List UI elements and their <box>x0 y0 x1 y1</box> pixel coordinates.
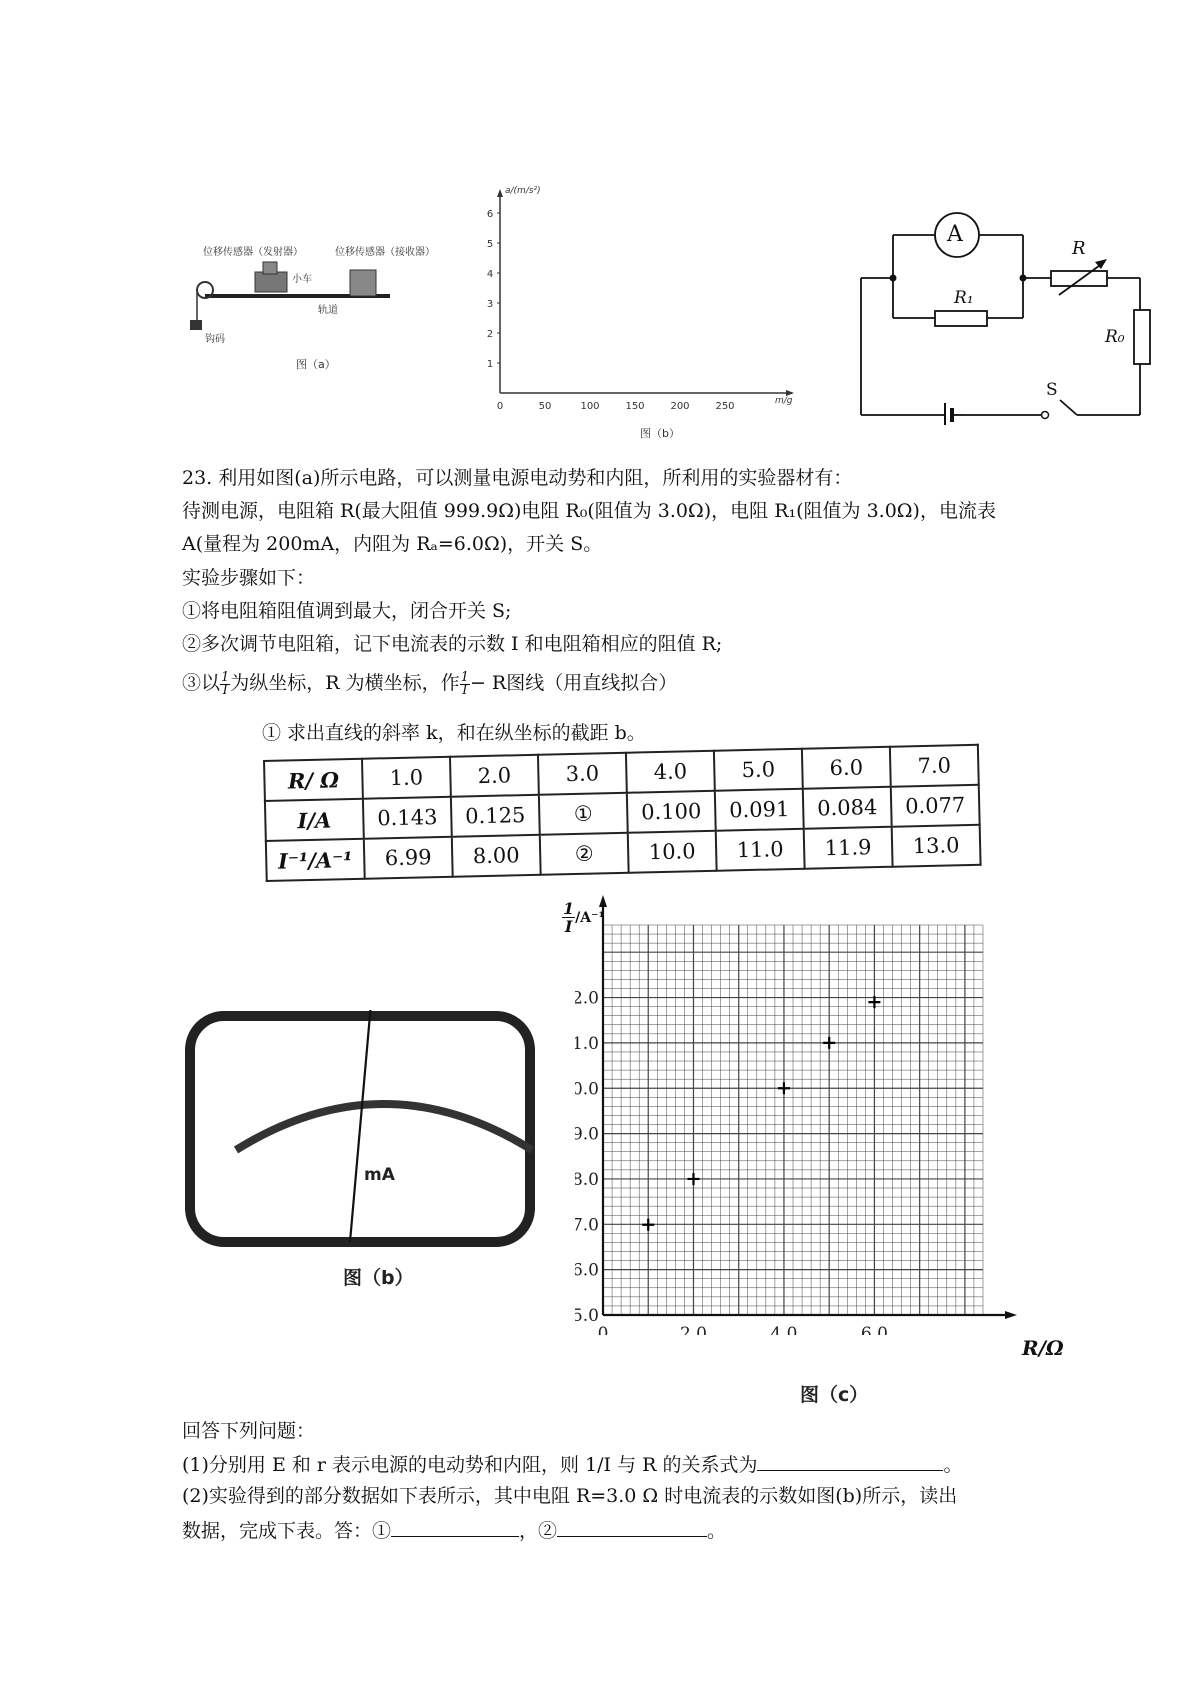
r0-label: R₀ <box>1105 327 1125 347</box>
inverse-i-fraction <box>220 669 230 698</box>
table-header-r: R/ Ω <box>264 759 363 801</box>
answer-q2b <box>182 1516 726 1544</box>
table-cell: 1.0 <box>362 757 451 799</box>
data-point <box>687 1173 699 1185</box>
y-tick-label: 6 <box>486 209 494 220</box>
answer-q2b-mid: ，② <box>519 1520 558 1542</box>
ammeter-label: A <box>947 222 963 247</box>
answer-q1-end: 。 <box>943 1454 963 1476</box>
data-point <box>823 1037 835 1049</box>
graph-c-ylabel-fraction <box>562 900 575 935</box>
table-header-inverse-i: I⁻¹/A⁻¹ <box>266 839 365 881</box>
question-line-1: 23. 利用如图(a)所示电路，可以测量电源电动势和内阻，所利用的实验器材有： <box>182 467 853 489</box>
meter-unit: mA <box>364 1165 395 1185</box>
x-axis-arrow <box>1005 1311 1017 1319</box>
fig-b-top-xlabel: m/g <box>775 396 793 406</box>
table-cell: 0.143 <box>363 797 452 839</box>
table-cell: 2.0 <box>450 755 539 797</box>
figure-b-top <box>470 185 800 445</box>
y-tick-label: 0.0 <box>575 1079 599 1100</box>
data-point <box>642 1219 654 1231</box>
table-cell: 8.00 <box>452 835 541 877</box>
answer-q2b-text: 数据，完成下表。答：① <box>182 1520 392 1542</box>
circuit-schematic <box>855 195 1165 425</box>
table-cell: 0.100 <box>627 791 716 833</box>
x-tick-label: 2.0 <box>679 1324 707 1335</box>
step-3-prefix: ③以 <box>182 672 221 694</box>
graph-c-xlabel: R/Ω <box>1022 1336 1064 1360</box>
table-cell: 5.0 <box>714 749 803 791</box>
table-header-i: I/A <box>265 799 364 841</box>
r1-label: R₁ <box>954 288 974 308</box>
table-cell: 10.0 <box>628 831 717 873</box>
y-tick-label: 2.0 <box>575 988 599 1009</box>
answer-q1-blank[interactable] <box>757 1450 943 1471</box>
accel-mass-plot <box>470 185 800 445</box>
table-cell: 11.0 <box>716 829 805 871</box>
answer-q1-text: (1)分别用 E 和 r 表示电源的电动势和内阻，则 1/I 与 R 的关系式为 <box>182 1454 758 1476</box>
answers-intro: 回答下列问题： <box>182 1420 316 1442</box>
x-tick-label: 100 <box>580 401 600 412</box>
fig-b-top-ylabel: a/(m/s²) <box>505 186 541 196</box>
fraction-denominator: I <box>462 682 468 698</box>
y-tick-label: 4 <box>486 269 494 280</box>
table-cell: 6.0 <box>802 747 891 789</box>
y-tick-label: 1 <box>486 359 494 370</box>
graph-c-ylabel-num: 1 <box>563 899 575 918</box>
ammeter-dial <box>184 1010 559 1250</box>
data-table-wrap <box>263 744 982 882</box>
x-tick-label: 0 <box>496 401 504 412</box>
table-cell: 0.125 <box>451 795 540 837</box>
fig-a-cart-label: 小车 <box>292 274 312 285</box>
table-cell: 0.084 <box>803 787 892 829</box>
answer-q2: (2)实验得到的部分数据如下表所示，其中电阻 R=3.0 Ω 时电流表的示数如图(b)所示，读出 <box>182 1485 958 1507</box>
y-tick-label: 9.0 <box>575 1124 599 1145</box>
answer-blank-1[interactable] <box>391 1516 519 1537</box>
fig-a-weight-label: 钩码 <box>205 334 225 345</box>
fig-a-emitter-label: 位移传感器（发射器） <box>203 247 303 258</box>
table-cell: 0.091 <box>715 789 804 831</box>
y-tick-label: 3 <box>486 299 494 310</box>
fraction-denominator: I <box>222 682 228 698</box>
y-tick-label: 5 <box>486 239 494 250</box>
step-2: ②多次调节电阻箱，记下电流表的示数 I 和电阻箱相应的阻值 R; <box>182 633 723 655</box>
x-tick-label: 200 <box>670 401 690 412</box>
x-tick-label: 0 <box>597 1324 609 1335</box>
graph-c-ylabel-unit: /A⁻¹ <box>575 910 605 926</box>
inverse-current-plot <box>575 895 1075 1335</box>
table-cell: ① <box>539 793 628 835</box>
y-tick-label: 6.0 <box>575 1260 599 1281</box>
table-cell: 4.0 <box>626 751 715 793</box>
y-tick-label: 7.0 <box>575 1215 599 1236</box>
x-tick-label: 6.0 <box>860 1324 888 1335</box>
switch-label: S <box>1046 380 1058 400</box>
table-cell: ② <box>540 833 629 875</box>
inverse-i-fraction-2 <box>460 669 470 698</box>
table-cell: 11.9 <box>804 827 893 869</box>
fig-a-caption: 图（a） <box>296 358 336 371</box>
y-tick-label: 5.0 <box>575 1306 599 1326</box>
answer-q1 <box>182 1450 963 1478</box>
ammeter-face <box>184 1010 559 1250</box>
fig-b-top-caption: 图（b） <box>640 427 680 440</box>
step-4: ① 求出直线的斜率 k，和在纵坐标的截距 b。 <box>262 722 646 744</box>
meter-caption: 图（b） <box>343 1267 414 1289</box>
step-3-middle: 为纵坐标，R 为横坐标，作 <box>230 672 460 694</box>
table-cell: 3.0 <box>538 753 627 795</box>
fig-a-track-label: 轨道 <box>318 305 338 316</box>
y-tick-label: 8.0 <box>575 1169 599 1190</box>
table-cell: 6.99 <box>364 837 453 879</box>
graph-c-ylabel <box>562 900 605 935</box>
step-1: ①将电阻箱阻值调到最大，闭合开关 S; <box>182 600 512 622</box>
fraction-numerator: 1 <box>221 669 230 685</box>
question-line-2: 待测电源，电阻箱 R(最大阻值 999.9Ω)电阻 R₀(阻值为 3.0Ω)，电阻 R₁(阻值为 3.0Ω)，电流表 <box>182 500 996 522</box>
circuit-diagram <box>855 195 1165 425</box>
answer-blank-2[interactable] <box>557 1516 707 1537</box>
question-line-3: A(量程为 200mA，内阻为 Rₐ=6.0Ω)，开关 S。 <box>182 533 603 555</box>
step-3-suffix: − R图线（用直线拟合） <box>469 672 678 694</box>
graph-c-caption: 图（c） <box>800 1384 869 1406</box>
table-cell: 13.0 <box>892 825 981 867</box>
y-tick-label: 2 <box>486 329 494 340</box>
x-tick-label: 50 <box>538 401 552 412</box>
graph-c-ylabel-den: I <box>564 917 573 936</box>
data-table <box>263 744 982 882</box>
x-tick-label: 250 <box>715 401 735 412</box>
y-tick-label: 1.0 <box>575 1033 599 1054</box>
x-tick-label: 4.0 <box>770 1324 798 1335</box>
answer-q2b-end: 。 <box>707 1520 727 1542</box>
table-cell: 7.0 <box>890 745 979 787</box>
question-line-4: 实验步骤如下： <box>182 567 316 589</box>
rheostat-label: R <box>1072 238 1086 259</box>
data-point <box>778 1082 790 1094</box>
table-cell: 0.077 <box>891 785 980 827</box>
step-3 <box>182 670 677 697</box>
fig-a-receiver-label: 位移传感器（接收器） <box>335 247 435 258</box>
fraction-numerator: 1 <box>460 669 469 685</box>
graph-c <box>575 895 1075 1335</box>
x-tick-label: 150 <box>625 401 645 412</box>
